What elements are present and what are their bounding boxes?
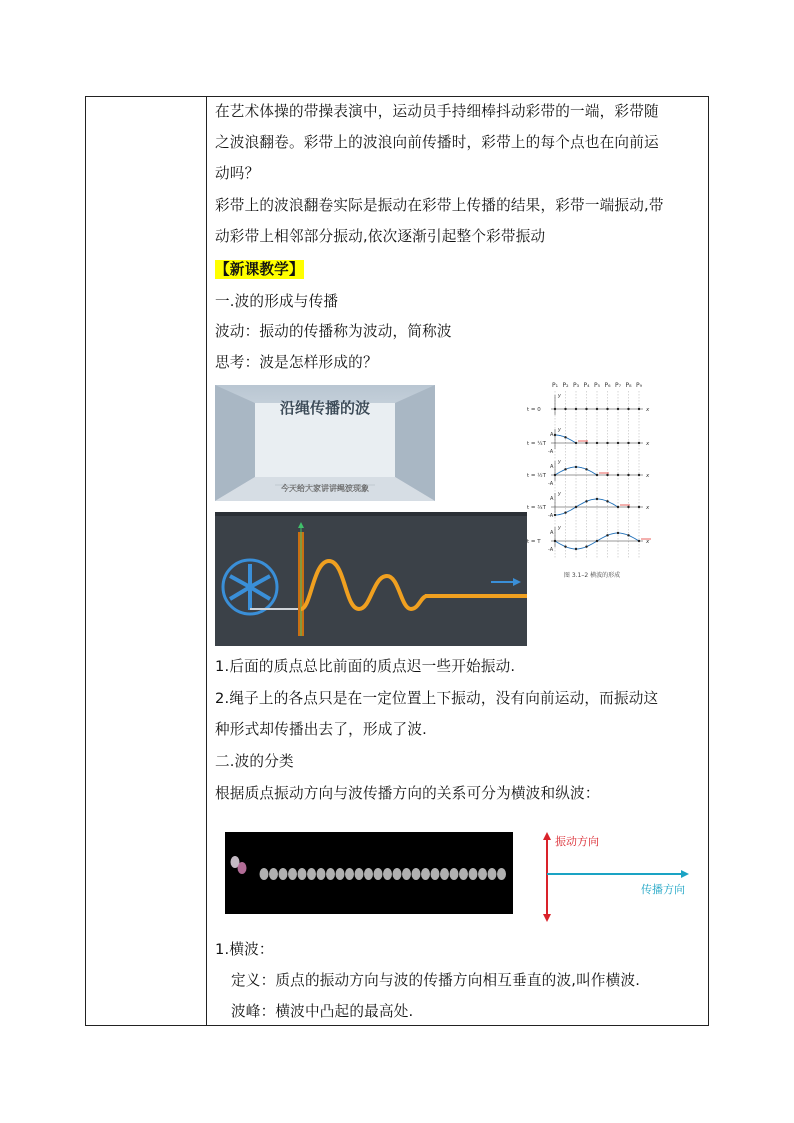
bead [374, 868, 383, 880]
bead [364, 868, 373, 880]
bead [488, 868, 497, 880]
bead [497, 868, 506, 880]
particle-dot [554, 474, 556, 476]
y-axis-label: y [558, 427, 561, 433]
transverse-wave-formation-figure [525, 377, 660, 585]
bead-chain-animation-image [225, 832, 513, 914]
particle-dot [627, 408, 629, 410]
text-line: 1.横波： [215, 941, 274, 958]
particle-dot [564, 545, 566, 547]
time-label: t = T [527, 539, 541, 545]
particle-dot [638, 506, 640, 508]
y-axis-label: y [558, 491, 561, 497]
text-line: 思考：波是怎样形成的？ [215, 354, 378, 371]
particle-dot [617, 506, 619, 508]
neg-amp-label: -A [548, 481, 554, 487]
time-label: t = 0 [527, 407, 541, 413]
x-axis-label: x [646, 407, 650, 413]
x-axis-label: x [646, 505, 650, 511]
point-label: P₅ [593, 382, 601, 389]
particle-dot [638, 408, 640, 410]
amp-label: A [550, 530, 554, 536]
bead [288, 868, 297, 880]
particle-dot [638, 540, 640, 542]
particle-dot [575, 506, 577, 508]
particle-dot [606, 442, 608, 444]
text-line: 定义：质点的振动方向与波的传播方向相互垂直的波,叫作横波. [231, 972, 641, 989]
text-line: 动吗？ [215, 165, 260, 182]
particle-dot [617, 442, 619, 444]
content-cell [215, 97, 702, 1025]
particle-dot [564, 468, 566, 470]
particle-dot [575, 548, 577, 550]
video-title: 沿绳传播的波 [279, 399, 371, 417]
particle-dot [564, 436, 566, 438]
bead [459, 868, 468, 880]
particle-dot [554, 540, 556, 542]
document-table [85, 96, 709, 1026]
bead [298, 868, 307, 880]
particle-dot [617, 408, 619, 410]
bead [412, 868, 421, 880]
text-line: 根据质点振动方向与波传播方向的关系可分为横波和纵波： [215, 785, 600, 802]
text-line: 一.波的形成与传播 [215, 293, 339, 310]
bead [355, 868, 364, 880]
point-label: P₂ [562, 382, 569, 389]
particle-dot [564, 408, 566, 410]
particle-dot [596, 474, 598, 476]
bead [431, 868, 440, 880]
bead [440, 868, 449, 880]
particle-dot [575, 408, 577, 410]
particle-dot [627, 474, 629, 476]
amp-label: A [550, 432, 554, 438]
bead [279, 868, 288, 880]
wave-curve [555, 467, 597, 475]
video-thumbnail-rope-wave [215, 385, 435, 501]
text-line: 动彩带上相邻部分振动,依次逐渐引起整个彩带振动 [215, 228, 546, 245]
particle-dot [627, 506, 629, 508]
time-label: t = ½T [527, 473, 546, 479]
section-heading-new-lesson [215, 260, 304, 280]
particle-dot [554, 514, 556, 516]
text-line: 之波浪翻卷。彩带上的波浪向前传播时，彩带上的每个点也在向前运 [215, 134, 659, 151]
bead [336, 868, 345, 880]
bead [469, 868, 478, 880]
particle-dot [596, 498, 598, 500]
particle-dot [638, 474, 640, 476]
particle-dot [596, 540, 598, 542]
amp-label: A [550, 496, 554, 502]
particle-dot [575, 442, 577, 444]
bead [478, 868, 487, 880]
particle-dot [585, 408, 587, 410]
x-axis-label: x [646, 473, 650, 479]
bead [269, 868, 278, 880]
text-line: 种形式却传播出去了，形成了波. [215, 721, 427, 738]
y-axis-label: y [558, 525, 561, 531]
bead [383, 868, 392, 880]
bead [238, 862, 247, 874]
video-subtitle: 今天给大家讲讲绳波现象 [281, 484, 369, 493]
time-label: t = ¼T [527, 441, 546, 447]
text-line: 二.波的分类 [215, 753, 294, 770]
bead [317, 868, 326, 880]
particle-dot [606, 500, 608, 502]
particle-dot [606, 534, 608, 536]
particle-dot [596, 408, 598, 410]
rope-wave-animation-image [215, 512, 527, 646]
bead [402, 868, 411, 880]
y-axis-label: y [558, 459, 561, 465]
particle-dot [575, 466, 577, 468]
propagation-direction-label: 传播方向 [641, 883, 685, 896]
point-label: P₉ [635, 382, 643, 389]
bead [450, 868, 459, 880]
time-label: t = ¾T [527, 505, 546, 511]
neg-amp-label: -A [548, 449, 554, 455]
bead [393, 868, 402, 880]
point-label: P₃ [572, 382, 580, 389]
text-line: 1.后面的质点总比前面的质点迟一些开始振动. [215, 658, 516, 675]
particle-dot [564, 511, 566, 513]
point-label: P₄ [583, 382, 590, 389]
text-line: 彩带上的波浪翻卷实际是振动在彩带上传播的结果，彩带一端振动,带 [215, 197, 664, 214]
figure-caption: 图 3.1–2 横波的形成 [563, 572, 621, 579]
column-divider [206, 97, 207, 1025]
particle-dot [554, 408, 556, 410]
particle-dot [606, 408, 608, 410]
bead [260, 868, 269, 880]
neg-amp-label: -A [548, 547, 554, 553]
text-line: 在艺术体操的带操表演中，运动员手持细棒抖动彩带的一端，彩带随 [215, 103, 659, 120]
text-line: 波动：振动的传播称为波动，简称波 [215, 323, 452, 340]
x-axis-label: x [646, 539, 650, 545]
particle-dot [585, 545, 587, 547]
particle-dot [554, 434, 556, 436]
text-line: 2.绳子上的各点只是在一定位置上下振动，没有向前运动，而振动这 [215, 690, 659, 707]
highlighted-heading: 【新课教学】 [215, 261, 304, 278]
bead [326, 868, 335, 880]
particle-dot [638, 442, 640, 444]
particle-dot [606, 474, 608, 476]
bead [421, 868, 430, 880]
particle-dot [585, 442, 587, 444]
bead [345, 868, 354, 880]
bead [307, 868, 316, 880]
particle-dot [617, 474, 619, 476]
point-label: P₆ [604, 382, 611, 389]
text-line: 波峰：横波中凸起的最高处. [231, 1003, 414, 1020]
point-label: P₁ [551, 382, 559, 389]
particle-dot [627, 534, 629, 536]
y-axis-label: y [558, 393, 561, 399]
direction-axes-diagram [535, 829, 695, 925]
particle-dot [627, 442, 629, 444]
amp-label: A [550, 464, 554, 470]
point-label: P₇ [614, 382, 622, 389]
point-label: P₈ [625, 382, 632, 389]
particle-dot [596, 442, 598, 444]
particle-dot [585, 468, 587, 470]
particle-dot [585, 500, 587, 502]
neg-amp-label: -A [548, 513, 554, 519]
x-axis-label: x [646, 441, 650, 447]
particle-dot [617, 532, 619, 534]
vibration-direction-label: 振动方向 [555, 835, 599, 848]
